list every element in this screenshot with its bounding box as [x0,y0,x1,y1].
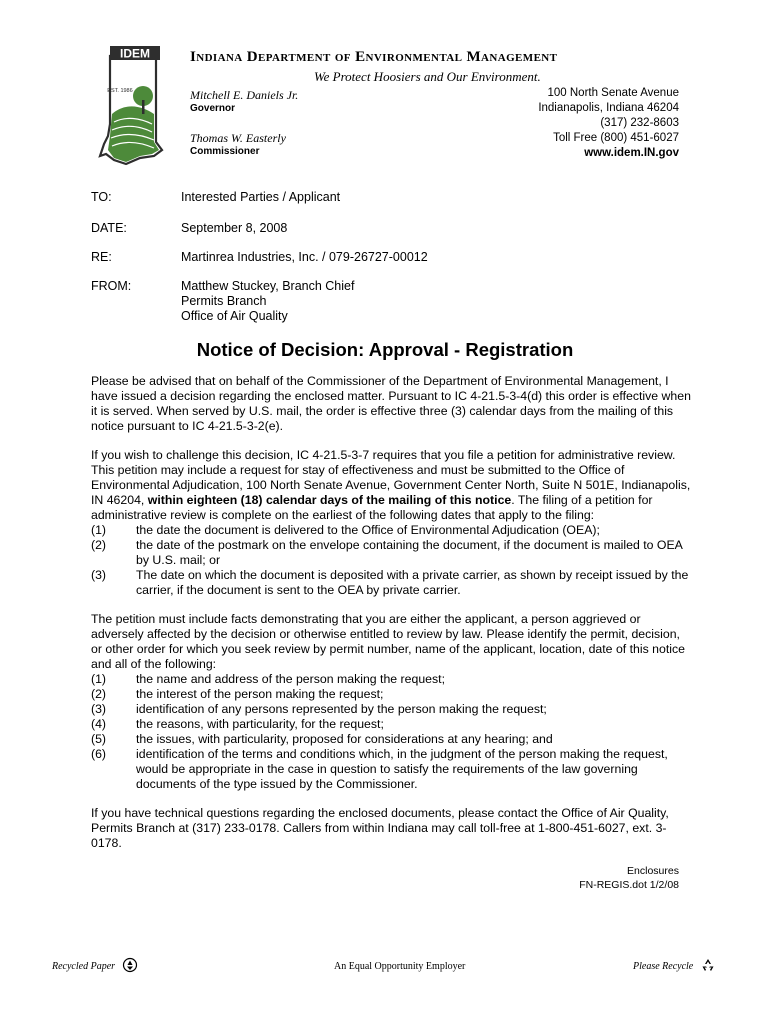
body-paragraph-4 [91,806,691,851]
list-number: (1) [91,672,107,686]
governor-title: Governor [190,103,236,114]
to-label: TO: [91,190,112,204]
list-number: (4) [91,717,107,731]
list-number: (3) [91,568,107,582]
logo-wordmark: IDEM [120,46,150,61]
list-item [91,732,691,747]
paragraph-effective-date: Please be advised that on behalf of the Commissioner of the Department of Environmental Management, I have issued a decision regarding the enclosed matter. Pursuant to IC 4-21.5-3-4(d) this order is effective when it is served. When served by U.S. mail, the order is effective three (3) calendar days from the mailing of this notice pursuant to IC 4-21.5-3-2(e). [91,374,691,433]
list-number: (2) [91,687,107,701]
list-text: the interest of the person making the request; [136,687,384,701]
re-label: RE: [91,250,112,264]
department-motto: We Protect Hoosiers and Our Environment. [314,69,541,84]
logo-established: EST. 1986 [107,88,133,94]
list-item [91,538,691,568]
list-item [91,523,691,538]
list-item [91,687,691,702]
form-reference: FN-REGIS.dot 1/2/08 [579,879,679,891]
from-value [181,279,354,324]
re-value: Martinrea Industries, Inc. / 079-26727-00012 [181,250,428,264]
notice-title: Notice of Decision: Approval - Registration [196,339,574,360]
list-text: identification of the terms and conditions which, in the judgment of the person making the request, would be appropriate in the case in question to satisfy the requirements of the law governing documents of the type issued by the Commissioner. [136,747,668,791]
list-number: (2) [91,538,107,552]
department-title: Indiana Department of Environmental Management [190,49,558,65]
list-text: identification of any persons represented by the person making the request; [136,702,547,716]
commissioner-title: Commissioner [190,146,260,157]
footer-equal-opportunity: An Equal Opportunity Employer [334,961,466,972]
from-branch: Permits Branch [181,294,267,308]
address-phone: (317) 232-8603 [600,117,679,129]
list-number: (1) [91,523,107,537]
recycled-paper-icon [122,957,138,973]
list-text: the date the document is delivered to the Office of Environmental Adjudication (OEA); [136,523,600,537]
address-street: 100 North Senate Avenue [547,87,679,99]
footer-recycled-paper: Recycled Paper [52,961,116,972]
to-value: Interested Parties / Applicant [181,190,341,204]
footer-please-recycle: Please Recycle [633,961,694,972]
idem-logo [96,44,168,166]
recycle-icon [700,957,716,973]
address-toll-free: Toll Free (800) 451-6027 [553,132,679,144]
commissioner-name: Thomas W. Easterly [190,131,286,145]
petition-filing-text-cont: . The filing of a petition for administrative review is complete on the earliest of the following dates that apply to the filing: [91,493,653,522]
list-number: (3) [91,702,107,716]
paragraph-petition-contents: The petition must include facts demonstrating that you are either the applicant, a person aggrieved or adversely affected by the decision or otherwise entitled to review by law. Please identify the permit, decision, or other order for which you seek review by permit number, name of the applicant, location, date of this notice and all of the following: [91,612,685,671]
department-address [538,86,679,161]
body-paragraph-2 [91,448,691,598]
from-label: FROM: [91,279,132,293]
from-office: Office of Air Quality [181,309,288,323]
list-text: the name and address of the person making the request; [136,672,445,686]
body-paragraph-1 [91,374,691,434]
paragraph-petition-filing [91,448,691,523]
petition-filing-text: If you wish to challenge this decision, IC 4-21.5-3-7 requires that you file a petition for administrative review. This petition may include a request for stay of effectiveness and must be submitted to the Office of Environmental Adjudication, 100 North Senate Avenue, Government Center North, Suite N 501E, Indianapolis, IN 46204, [91,448,691,507]
address-city: Indianapolis, Indiana 46204 [538,102,679,114]
department-website-link[interactable]: www.idem.IN.gov [584,147,679,159]
paragraph-technical-questions: If you have technical questions regarding the enclosed documents, please contact the Office of Air Quality, Permits Branch at (317) 233-0178. Callers from within Indiana may call toll-free at 1-800-451-6027, ext. 3-0178. [91,806,669,850]
list-item [91,568,691,598]
enclosures-label: Enclosures [627,865,679,877]
body-paragraph-3 [91,612,691,792]
list-item [91,672,691,687]
petition-deadline: within eighteen (18) calendar days of the mailing of this notice [147,493,512,507]
from-name: Matthew Stuckey, Branch Chief [181,279,355,293]
governor-name: Mitchell E. Daniels Jr. [190,88,299,102]
list-number: (5) [91,732,107,746]
list-text: the date of the postmark on the envelope containing the document, if the document is mailed to OEA by U.S. mail; or [136,538,683,567]
list-number: (6) [91,747,107,761]
list-item [91,702,691,717]
indiana-state-outline [100,56,162,164]
date-label: DATE: [91,221,127,235]
list-text: the reasons, with particularity, for the request; [136,717,384,731]
list-text: The date on which the document is deposited with a private carrier, as shown by receipt issued by the carrier, if the document is sent to the OEA by private carrier. [136,568,689,597]
date-value: September 8, 2008 [181,221,288,235]
list-text: the issues, with particularity, proposed for considerations at any hearing; and [136,732,553,746]
list-item [91,747,691,792]
enclosures-block [579,864,679,892]
list-item [91,717,691,732]
